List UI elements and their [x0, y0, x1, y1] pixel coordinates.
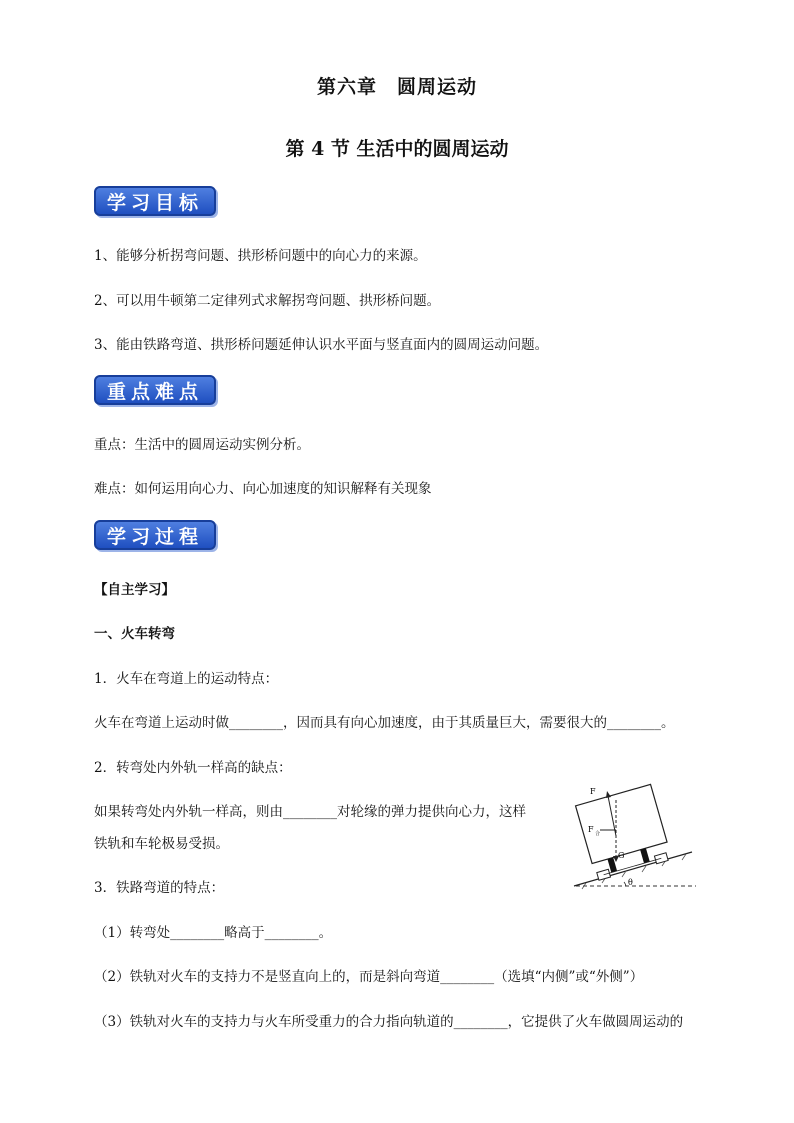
question-3-item: （2）铁轨对火车的支持力不是竖直向上的，而是斜向弯道________（选填“内侧”或“外侧”）: [94, 969, 644, 985]
question-1-title: 1．火车在弯道上的运动特点：: [94, 671, 279, 687]
label-net-force-sub: 合: [595, 831, 601, 837]
question-2-text: 如果转弯处内外轨一样高，则由________对轮缘的弹力提供向心力，这样: [94, 804, 526, 820]
goal-item: 2、可以用牛顿第二定律列式求解拐弯问题、拱形桥问题。: [94, 293, 441, 309]
badge-learning-goals: 学习目标: [94, 186, 216, 216]
goal-item: 3、能由铁路弯道、拱形桥问题延伸认识水平面与竖直面内的圆周运动问题。: [94, 337, 549, 353]
label-gravity: G: [618, 851, 625, 860]
label-theta: θ: [628, 878, 633, 887]
label-net-force: F: [588, 825, 594, 834]
question-3-item: （1）转弯处________略高于________。: [94, 925, 333, 941]
part1-heading: 一、火车转弯: [94, 626, 175, 642]
question-3-title: 3．铁路弯道的特点：: [94, 880, 225, 896]
question-2-title: 2．转弯处内外轨一样高的缺点：: [94, 760, 292, 776]
chapter-title: 第六章 圆周运动: [316, 76, 477, 98]
train-force-diagram: [566, 780, 698, 892]
badge-key-points: 重点难点: [94, 375, 216, 405]
self-study-heading: 【自主学习】: [94, 582, 175, 598]
question-2-text: 铁轨和车轮极易受损。: [94, 836, 229, 852]
section-title: 第 4 节 生活中的圆周运动: [285, 138, 509, 160]
difficulty-point: 难点：如何运用向心力、向心加速度的知识解释有关现象: [94, 481, 432, 497]
question-1-text: 火车在弯道上运动时做________，因而具有向心加速度，由于其质量巨大，需要很大的________。: [94, 715, 675, 731]
key-point: 重点：生活中的圆周运动实例分析。: [94, 437, 310, 453]
badge-learning-process: 学习过程: [94, 520, 216, 550]
question-3-item: （3）铁轨对火车的支持力与火车所受重力的合力指向轨道的________，它提供了火车做圆周运动的: [94, 1014, 684, 1030]
goal-item: 1、能够分析拐弯问题、拱形桥问题中的向心力的来源。: [94, 248, 427, 264]
label-support-force: F: [590, 787, 596, 796]
